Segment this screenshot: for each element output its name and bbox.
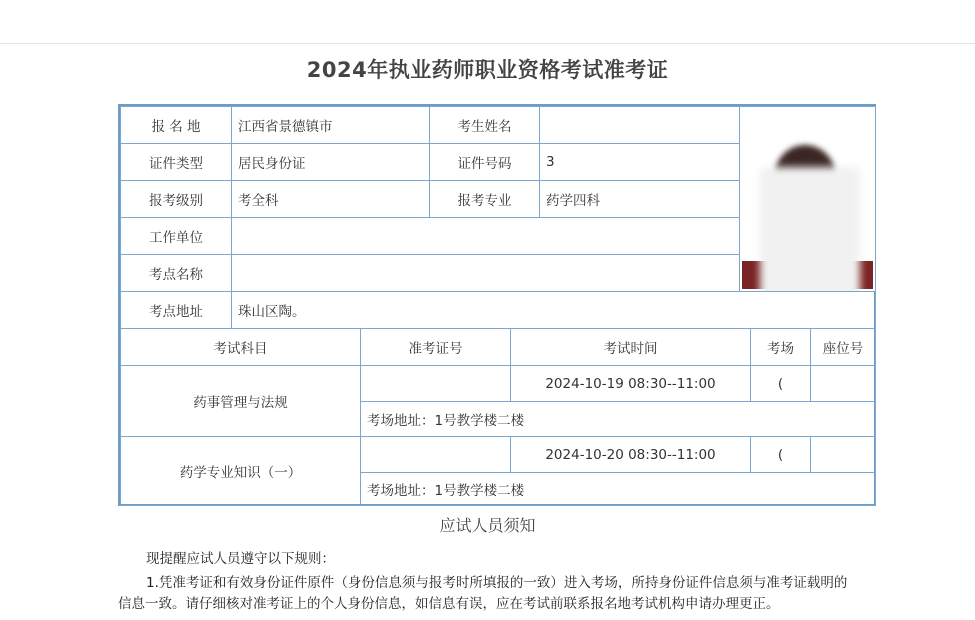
site-address-label: 考点地址 <box>120 291 232 329</box>
exam-room-address: 考场地址：1号教学楼二楼 <box>360 472 876 506</box>
id-number-value: 3 <box>539 143 740 181</box>
exam-room-address: 考场地址：1号教学楼二楼 <box>360 401 876 437</box>
exam-subject: 药学专业知识（一） <box>120 436 361 506</box>
exam-room: ( <box>750 365 811 402</box>
site-name-value <box>231 254 740 292</box>
header-seat: 座位号 <box>810 328 876 366</box>
header-time: 考试时间 <box>510 328 751 366</box>
reg-place-label: 报 名 地 <box>120 106 232 144</box>
level-value: 考全科 <box>231 180 430 218</box>
exam-subject: 药事管理与法规 <box>120 365 361 437</box>
major-label: 报考专业 <box>429 180 540 218</box>
exam-seat <box>810 436 876 473</box>
name-label: 考生姓名 <box>429 106 540 144</box>
exam-ticket-number <box>360 365 511 402</box>
exam-time: 2024-10-19 08:30--11:00 <box>510 365 751 402</box>
major-value: 药学四科 <box>539 180 740 218</box>
level-label: 报考级别 <box>120 180 232 218</box>
header-subject: 考试科目 <box>120 328 361 366</box>
id-type-value: 居民身份证 <box>231 143 430 181</box>
candidate-photo <box>739 106 876 292</box>
reg-place-value: 江西省景德镇市 <box>231 106 430 144</box>
id-number-label: 证件号码 <box>429 143 540 181</box>
header-ticket: 准考证号 <box>360 328 511 366</box>
employer-label: 工作单位 <box>120 217 232 255</box>
exam-time: 2024-10-20 08:30--11:00 <box>510 436 751 473</box>
admission-card <box>118 104 876 506</box>
exam-room: ( <box>750 436 811 473</box>
name-value <box>539 106 740 144</box>
exam-seat <box>810 365 876 402</box>
header-room: 考场 <box>750 328 811 366</box>
top-divider <box>0 43 975 44</box>
page-title: 2024年执业药师职业资格考试准考证 <box>306 58 669 82</box>
photo-mask <box>760 167 860 292</box>
notice-rule-1-line-2: 信息一致。请仔细核对准考证上的个人身份信息，如信息有误，应在考试前联系报名地考试机构申请办理更正。 <box>118 596 780 612</box>
id-type-label: 证件类型 <box>120 143 232 181</box>
notice-intro: 现提醒应试人员遵守以下规则： <box>146 551 335 567</box>
site-address-value: 珠山区陶。 <box>231 291 876 329</box>
notice-rule-1-line-1: 1.凭准考证和有效身份证件原件（身份信息须与报考时所填报的一致）进入考场，所持身份证件信息须与准考证载明的 <box>146 575 848 591</box>
employer-value <box>231 217 740 255</box>
site-name-label: 考点名称 <box>120 254 232 292</box>
exam-ticket-number <box>360 436 511 473</box>
notice-title: 应试人员须知 <box>439 516 536 535</box>
